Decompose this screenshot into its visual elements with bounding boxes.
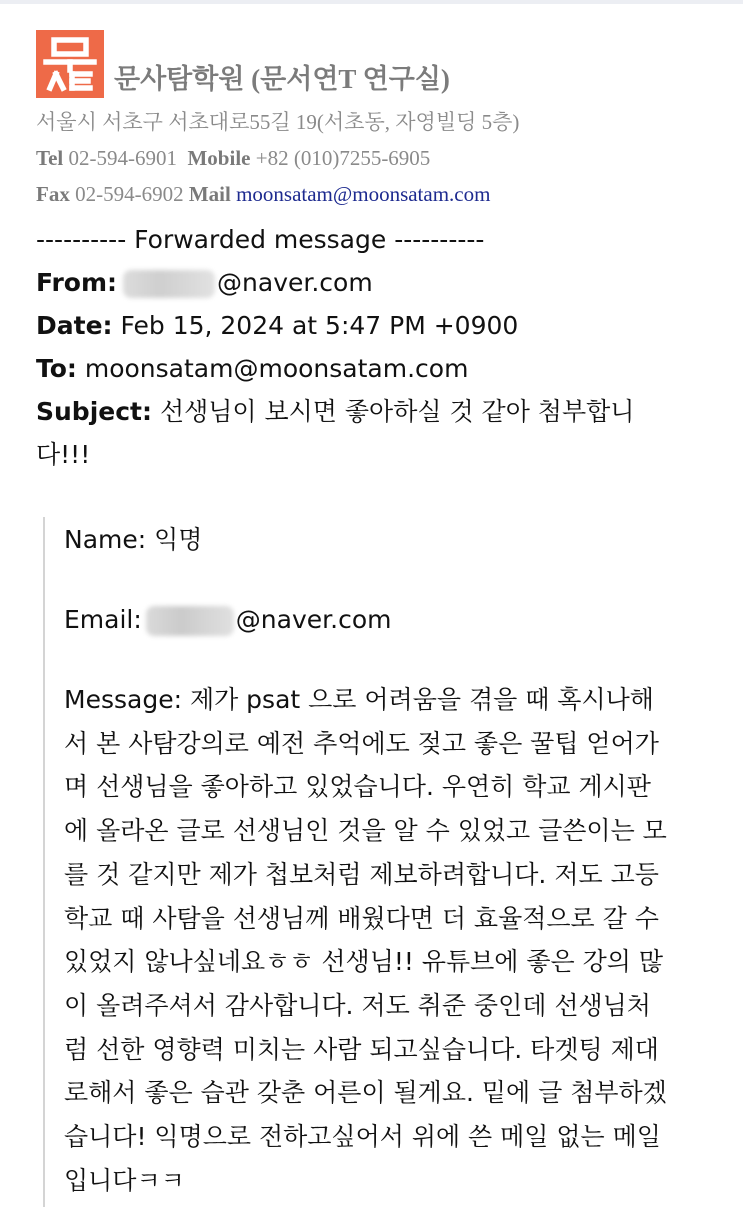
fax-mail-line xyxy=(36,176,726,212)
fax-value: 02-594-6902 xyxy=(75,182,184,206)
to-label: To: xyxy=(36,354,77,383)
message-line: 를 것 같지만 제가 첩보처럼 제보하려합니다. 저도 고등 xyxy=(64,859,659,889)
from-row xyxy=(36,261,716,304)
message-line: 학교 때 사탐을 선생님께 배웠다면 더 효율적으로 갈 수 xyxy=(64,903,659,933)
message-line: 있었지 않나싶네요ㅎㅎ 선생님!! 유튜브에 좋은 강의 많 xyxy=(64,947,664,977)
message-line: 입니다ㅋㅋ xyxy=(64,1165,185,1195)
signature-mail-link[interactable]: moonsatam@moonsatam.com xyxy=(236,182,491,206)
date-value: Feb 15, 2024 at 5:47 PM +0900 xyxy=(120,311,519,340)
moonsatam-logo-icon xyxy=(36,30,104,98)
mail-label: Mail xyxy=(188,182,231,206)
forward-separator: ---------- Forwarded message ---------- xyxy=(36,225,485,254)
date-row xyxy=(36,304,716,347)
mobile-value[interactable]: +82 (010)7255-6905 xyxy=(255,146,431,170)
phone-line xyxy=(36,140,726,176)
to-row xyxy=(36,347,716,390)
email-line xyxy=(64,598,714,641)
signature-header xyxy=(36,22,726,98)
redacted-sender xyxy=(123,270,215,298)
top-divider xyxy=(0,0,743,4)
subject-value-line1: 선생님이 보시면 좋아하실 것 같아 첨부합니 xyxy=(159,397,635,426)
message-line: 며 선생님을 좋아하고 있었습니다. 우연히 학교 게시판 xyxy=(64,772,651,802)
forwarded-message-header xyxy=(36,218,716,476)
subject-continuation: 다!!! xyxy=(36,440,91,469)
tel-label: Tel xyxy=(36,146,64,170)
message-line: 럼 선한 영향력 미치는 사람 되고싶습니다. 타겟팅 제대 xyxy=(64,1034,659,1064)
date-label: Date: xyxy=(36,311,113,340)
subject-label: Subject: xyxy=(36,397,152,426)
message-line: 습니다! 익명으로 전하고싶어서 위에 쓴 메일 없는 메일 xyxy=(64,1122,661,1152)
quote-bar xyxy=(43,517,45,1207)
address-line: 서울시 서초구 서초대로55길 19(서초동, 자영빌딩 5층) xyxy=(36,110,520,134)
redacted-email xyxy=(146,606,234,636)
message-line: 서 본 사탐강의로 예전 추억에도 젖고 좋은 꿀팁 얻어가 xyxy=(64,728,659,758)
message-line: Message: 제가 psat 으로 어려움을 겪을 때 혹시나해 xyxy=(64,685,654,714)
message-line: 로해서 좋은 습관 갖춘 어른이 될게요. 밑에 글 첨부하겠 xyxy=(64,1078,667,1108)
from-label: From: xyxy=(36,268,118,297)
mobile-label: Mobile xyxy=(187,146,251,170)
email-label: Email: xyxy=(64,605,142,634)
subject-row xyxy=(36,390,716,433)
organization-name: 문사탐학원 (문서연T 연구실) xyxy=(114,64,450,94)
to-value[interactable]: moonsatam@moonsatam.com xyxy=(84,354,469,383)
from-domain[interactable]: @naver.com xyxy=(217,268,373,297)
fax-label: Fax xyxy=(36,182,70,206)
message-body xyxy=(64,678,714,1202)
message-line: 에 올라온 글로 선생님인 것을 알 수 있었고 글쓴이는 모 xyxy=(64,816,667,846)
email-domain[interactable]: @naver.com xyxy=(235,605,392,634)
email-signature xyxy=(36,22,726,212)
tel-value[interactable]: 02-594-6901 xyxy=(68,146,177,170)
message-line: 이 올려주셔서 감사합니다. 저도 취준 중인데 선생님처 xyxy=(64,990,651,1020)
name-line: Name: 익명 xyxy=(64,525,203,554)
quoted-message xyxy=(64,518,714,1202)
